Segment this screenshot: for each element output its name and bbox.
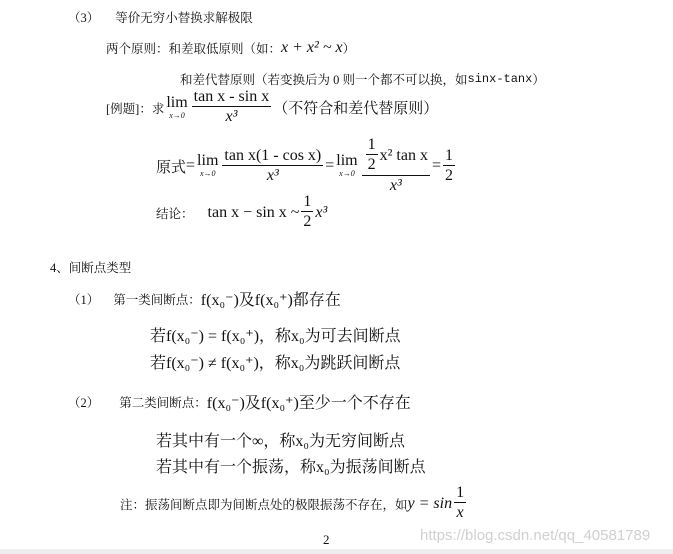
limit	[197, 153, 218, 179]
lim-sub: x→0	[339, 169, 355, 178]
principle-label: 两个原则：和差取低原则（如：	[106, 42, 282, 56]
numerator: 1	[456, 484, 465, 501]
example-note: （不符合和差代替原则）	[273, 101, 439, 117]
principle-2-text: 和差代替原则（若变换后为 0 则一个都不可以换，如	[180, 73, 468, 87]
principle-close: ）	[342, 42, 356, 56]
principle-2	[180, 70, 545, 88]
solution-row	[156, 136, 457, 196]
lim-sub: x→0	[199, 169, 216, 178]
denominator: 2	[367, 156, 376, 173]
first-case-2: 若f(x₀⁻) ≠ f(x₀⁺)，称x₀为跳跃间断点	[150, 355, 401, 372]
conclusion-row	[156, 193, 327, 232]
half	[301, 193, 313, 232]
lim-text: lim	[336, 152, 358, 169]
denominator: 2	[303, 213, 312, 230]
half	[366, 136, 378, 175]
conclusion-rhs: x³	[315, 203, 328, 221]
numerator: tan x(1 - cos x)	[224, 146, 322, 164]
lim-sub: x→0	[169, 110, 185, 120]
numerator	[362, 136, 430, 176]
section-3-heading	[68, 8, 253, 26]
note-text: 注：振荡间断点即为间断点处的极限振荡不存在，如	[120, 497, 408, 512]
principle-2-close: ）	[532, 73, 545, 87]
bottom-scroll-strip	[0, 549, 673, 554]
numerator: 1	[303, 193, 312, 210]
denominator: x³	[225, 108, 238, 125]
watermark: https://blog.csdn.net/qq_40581789	[420, 527, 651, 544]
first-case-1: 若f(x₀⁻) = f(x₀⁺)，称x₀为可去间断点	[150, 328, 401, 345]
denominator: 2	[445, 166, 453, 184]
limit	[336, 153, 357, 179]
denominator: x³	[266, 166, 279, 184]
note-row	[120, 484, 468, 523]
equals: =	[186, 157, 196, 174]
section-4-heading: 4、间断点类型	[50, 261, 132, 275]
item-label: 第一类间断点：	[113, 292, 201, 307]
note-math: y = sin	[407, 494, 453, 512]
page-number: 2	[323, 532, 330, 547]
equals: =	[431, 157, 441, 174]
second-case-1: 若其中有一个∞，称x₀为无穷间断点	[156, 433, 405, 450]
item-label: 第二类间断点：	[119, 395, 207, 410]
solution-label: 原式	[156, 159, 187, 176]
item-number: （2）	[68, 395, 100, 410]
example-label: [例题]：求	[106, 101, 165, 116]
second-case-2: 若其中有一个振荡，称x₀为振荡间断点	[156, 459, 426, 476]
section-title: 等价无穷小替换求解极限	[115, 11, 253, 25]
example-row	[106, 88, 438, 127]
principle-2-code: sinx-tanx	[467, 72, 533, 86]
denominator: x	[456, 504, 464, 521]
result	[443, 147, 455, 186]
numerator: 1	[445, 146, 453, 164]
principle-math: x + x² ~ x	[281, 39, 343, 56]
numerator: 1	[367, 136, 376, 153]
first-kind	[68, 287, 341, 310]
item-math: f(x₀⁻)及f(x₀⁺)至少一个不存在	[206, 395, 411, 412]
item-number: （1）	[68, 292, 100, 307]
limit	[166, 95, 187, 121]
numerator-rest: x² tan x	[379, 146, 428, 164]
equals: =	[325, 157, 335, 174]
conclusion-lhs: tan x − sin x ~	[207, 203, 300, 221]
denominator: x³	[389, 177, 402, 194]
lim-text: lim	[166, 93, 188, 111]
conclusion-label: 结论：	[156, 206, 194, 221]
lim-text: lim	[197, 152, 219, 169]
complex-fraction	[362, 136, 430, 196]
fraction	[192, 88, 272, 127]
second-kind	[68, 390, 411, 413]
principle-1	[106, 39, 355, 57]
fraction	[454, 484, 466, 523]
numerator: tan x - sin x	[193, 88, 270, 105]
fraction	[222, 147, 323, 186]
section-number: （3）	[68, 11, 100, 25]
item-math: f(x₀⁻)及f(x₀⁺)都存在	[200, 292, 341, 309]
